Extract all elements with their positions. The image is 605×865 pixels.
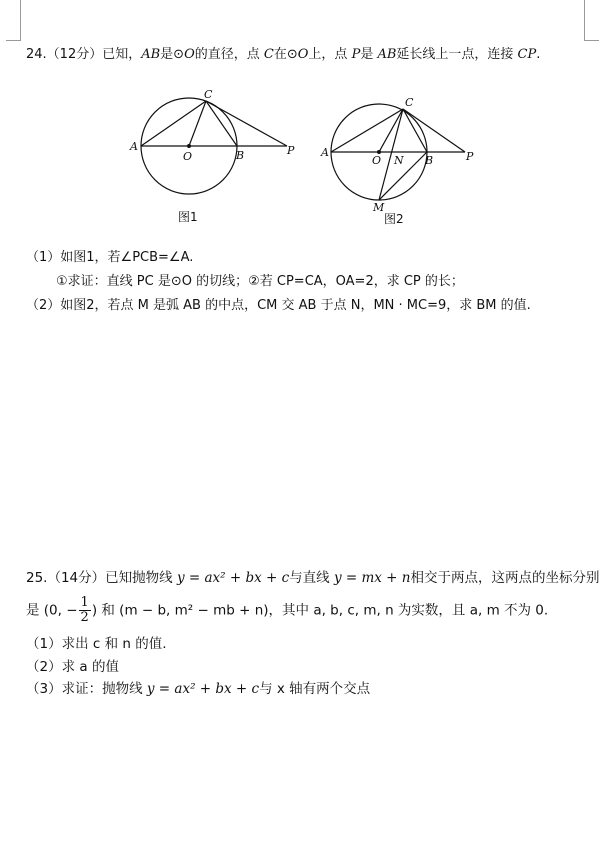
crop-mark-top-right-corner	[584, 26, 599, 41]
fig1-label-a: A	[130, 140, 138, 153]
q24-stem: 24.（12分）已知，AB是⊙O的直径，点 C在⊙O上，点 P是 AB延长线上一点，连接 CP.	[26, 47, 541, 62]
fig1-line-cp	[206, 101, 287, 146]
fig2-line-cp	[403, 109, 465, 152]
q24-part1-tasks: ①求证：直线 PC 是⊙O 的切线；②若 CP=CA，OA=2，求 CP 的长；	[56, 274, 464, 289]
fig1-label-p: P	[287, 144, 295, 157]
fig1-label-o: O	[183, 150, 193, 163]
fig1-line-bc	[206, 101, 237, 146]
fig2-label-o: O	[372, 154, 382, 167]
q25-stem-line1: 25.（14分）已知抛物线 y = ax² + bx + c与直线 y = mx + n相交于两点，这两点的坐标分别	[26, 570, 600, 586]
q25-part1: （1）求出 c 和 n 的值.	[26, 636, 167, 652]
fig1-label-b: B	[236, 149, 245, 162]
q25-part2: （2）求 a 的值	[26, 659, 119, 675]
figure-2	[315, 90, 485, 215]
q24-part2: （2）如图2，若点 M 是弧 AB 的中点，CM 交 AB 于点 N，MN · MC=9，求 BM 的值.	[26, 298, 531, 313]
fraction-one-half: $\frac{1}{2}$	[80, 595, 89, 625]
fig2-line-bc	[403, 109, 427, 152]
fig2-line-ac	[331, 109, 403, 152]
q24-part1-condition: （1）如图1，若∠PCB=∠A.	[26, 250, 194, 265]
figure-1	[120, 80, 310, 210]
fig2-label-p: P	[466, 150, 474, 163]
fig2-label-a: A	[321, 146, 329, 159]
q25-stem-line2: 是 (0, − $\frac{1}{2}$ ) 和 (m − b, m² − mb + n)，其中 a, b, c, m, n 为实数，且 a, m 不为 0.	[26, 595, 549, 625]
fig2-caption: 图2	[384, 212, 404, 226]
fig1-line-ac	[141, 101, 206, 146]
fig1-label-c: C	[204, 88, 213, 101]
fig2-label-c: C	[405, 96, 414, 109]
q25-part3: （3）求证：抛物线 y = ax² + bx + c与 x 轴有两个交点	[26, 681, 371, 697]
fig2-line-oc	[379, 109, 403, 152]
fig1-center-dot	[187, 144, 191, 148]
fig1-caption: 图1	[178, 210, 198, 224]
fig2-label-m: M	[373, 201, 385, 214]
fig1-line-oc	[189, 101, 206, 146]
crop-mark-top-left-corner	[6, 26, 21, 41]
fig2-label-n: N	[394, 154, 404, 167]
fig2-label-b: B	[425, 154, 434, 167]
